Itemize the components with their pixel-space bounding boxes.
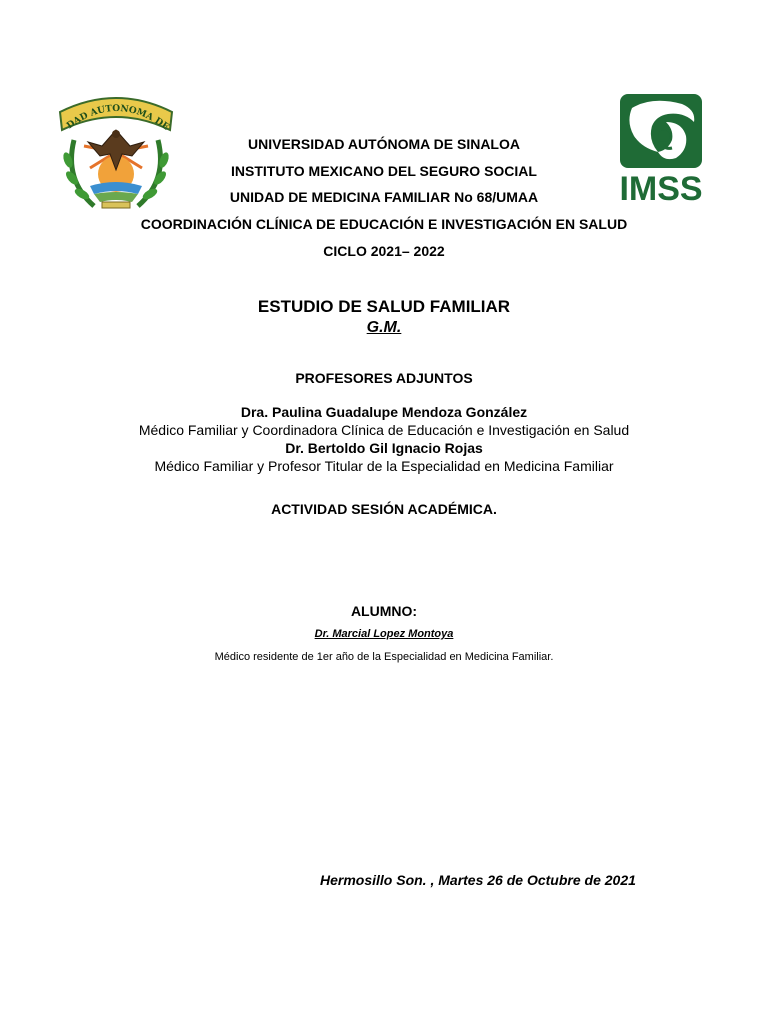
header-university: UNIVERSIDAD AUTÓNOMA DE SINALOA [248,136,520,152]
activity-heading: ACTIVIDAD SESIÓN ACADÉMICA. [271,501,497,517]
professor-2-name: Dr. Bertoldo Gil Ignacio Rojas [285,440,483,456]
svg-text:UNIVERSIDAD AUTONOMA DE SINALO: DAD AUTONOMA DE [65,103,171,133]
header-unit: UNIDAD DE MEDICINA FAMILIAR No 68/UMAA [229,189,539,205]
document-title: ESTUDIO DE SALUD FAMILIAR [257,297,511,316]
professor-1-role: Médico Familiar y Coordinadora Clínica de Educación e Investigación en Salud [138,422,630,438]
header-institute: INSTITUTO MEXICANO DEL SEGURO SOCIAL [231,163,537,179]
header-coordination: COORDINACIÓN CLÍNICA DE EDUCACIÓN E INVESTIGACIÓN EN SALUD [140,216,628,232]
header-cycle: CICLO 2021– 2022 [323,243,445,259]
svg-text:IMSS: IMSS [619,170,703,204]
professors-heading: PROFESORES ADJUNTOS [295,370,473,386]
student-name: Dr. Marcial Lopez Montoya [314,628,454,640]
professor-1-name: Dra. Paulina Guadalupe Mendoza González [240,404,528,420]
professor-2-role: Médico Familiar y Profesor Titular de la Especialidad en Medicina Familiar [154,458,614,474]
document-subtitle: G.M. [366,319,402,336]
place-and-date: Hermosillo Son. , Martes 26 de Octubre de 2021 [320,872,636,888]
student-role: Médico residente de 1er año de la Especialidad en Medicina Familiar. [214,651,554,663]
student-heading: ALUMNO: [350,603,418,619]
